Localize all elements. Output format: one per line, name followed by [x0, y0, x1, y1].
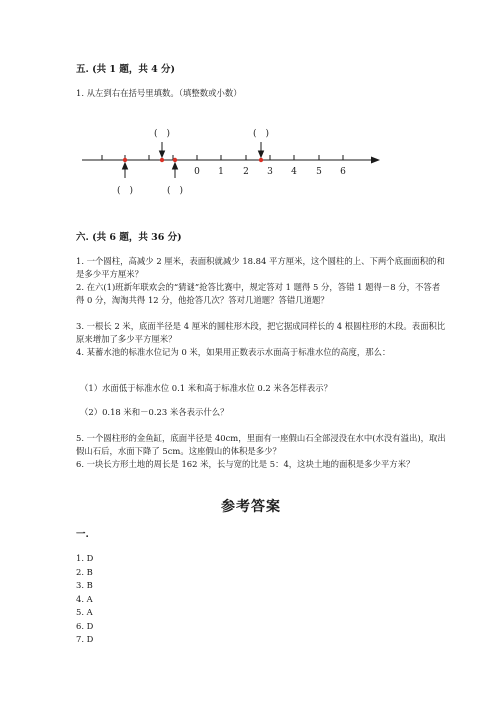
- tick-label: 6: [340, 167, 346, 177]
- answer-item: 4. A: [76, 593, 93, 604]
- answer-item: 3. B: [76, 580, 93, 590]
- marked-point: [173, 158, 177, 162]
- down-arrow-icon: [259, 151, 264, 157]
- answer-section-title: 参考答案: [221, 499, 281, 515]
- answer-item: 2. B: [76, 566, 93, 577]
- axis-arrow-icon: [371, 157, 380, 164]
- answer-bracket: ( ): [166, 186, 184, 196]
- tick-label: 2: [243, 167, 249, 177]
- tick-label: 4: [291, 167, 297, 177]
- down-arrow-icon: [160, 151, 165, 157]
- tick-marks: [102, 155, 343, 160]
- marked-point: [160, 158, 164, 162]
- answer-bracket: ( ): [153, 129, 171, 139]
- answer-item: 1. D: [76, 553, 94, 563]
- question-4-part-1: （1）水面低于标准水位 0.1 米和高于标准水位 0.2 米各怎样表示？: [80, 383, 332, 393]
- question-4-part-2: （2）0.18 米和－0.23 米各表示什么？: [80, 407, 229, 417]
- marked-point: [123, 158, 127, 162]
- answer-bracket: ( ): [116, 186, 134, 196]
- section5-heading: 五. (共 1 题，共 4 分): [76, 64, 176, 75]
- tick-label: 0: [194, 167, 200, 177]
- question-3: 3. 一根长 2 米，底面半径是 4 厘米的圆柱形木段，把它据成同样长的 4 根圆柱形的木段。表面积比原来增加了多少平方厘米？: [76, 321, 446, 344]
- up-arrow-icon: [173, 163, 178, 169]
- tick-label: 1: [218, 167, 224, 177]
- answer-item: 5. A: [76, 607, 93, 617]
- section6-heading: 六. (共 6 题，共 36 分): [76, 232, 182, 243]
- question-4: 4. 某蓄水池的标准水位记为 0 米，如果用正数表示水面高于标准水位的高度，那么：: [76, 347, 391, 357]
- marked-point: [259, 158, 263, 162]
- answer-item: 6. D: [76, 620, 94, 631]
- tick-label: 5: [316, 167, 322, 177]
- answer-part-heading: 一.: [76, 529, 89, 540]
- number-line-figure: [0, 122, 500, 202]
- tick-label: 3: [267, 167, 273, 177]
- question-1: 1. 一个圆柱，高减少 2 厘米，表面积就减少 18.84 平方厘米，这个圆柱的上、下两个底面面积的和是多少平方厘米？: [76, 256, 445, 279]
- up-arrow-icon: [123, 163, 128, 169]
- answer-item: 7. D: [76, 634, 94, 644]
- question-6: 6. 一块长方形土地的周长是 162 米，长与宽的比是 5：4，这块土地的面积是多少平方米？: [76, 459, 415, 469]
- section5-question-1: 1. 从左到右在括号里填数。（填整数或小数）: [76, 88, 242, 98]
- question-5: 5. 一个圆柱形的金鱼缸，底面半径是 40cm，里面有一座假山石全部浸没在水中(水没有溢出)，取出假山石后，水面下降了 5cm。这座假山的体积是多少？: [76, 433, 446, 456]
- answer-bracket: ( ): [252, 129, 270, 139]
- question-2: 2. 在六(1)班新年联欢会的“猜谜”抢答比赛中，规定答对 1 题得 5 分，答错 1 题得－8 分，不答者得 0 分，淘淘共得 12 分，他抢答几次？答对几道题？答错几道题？: [76, 282, 441, 305]
